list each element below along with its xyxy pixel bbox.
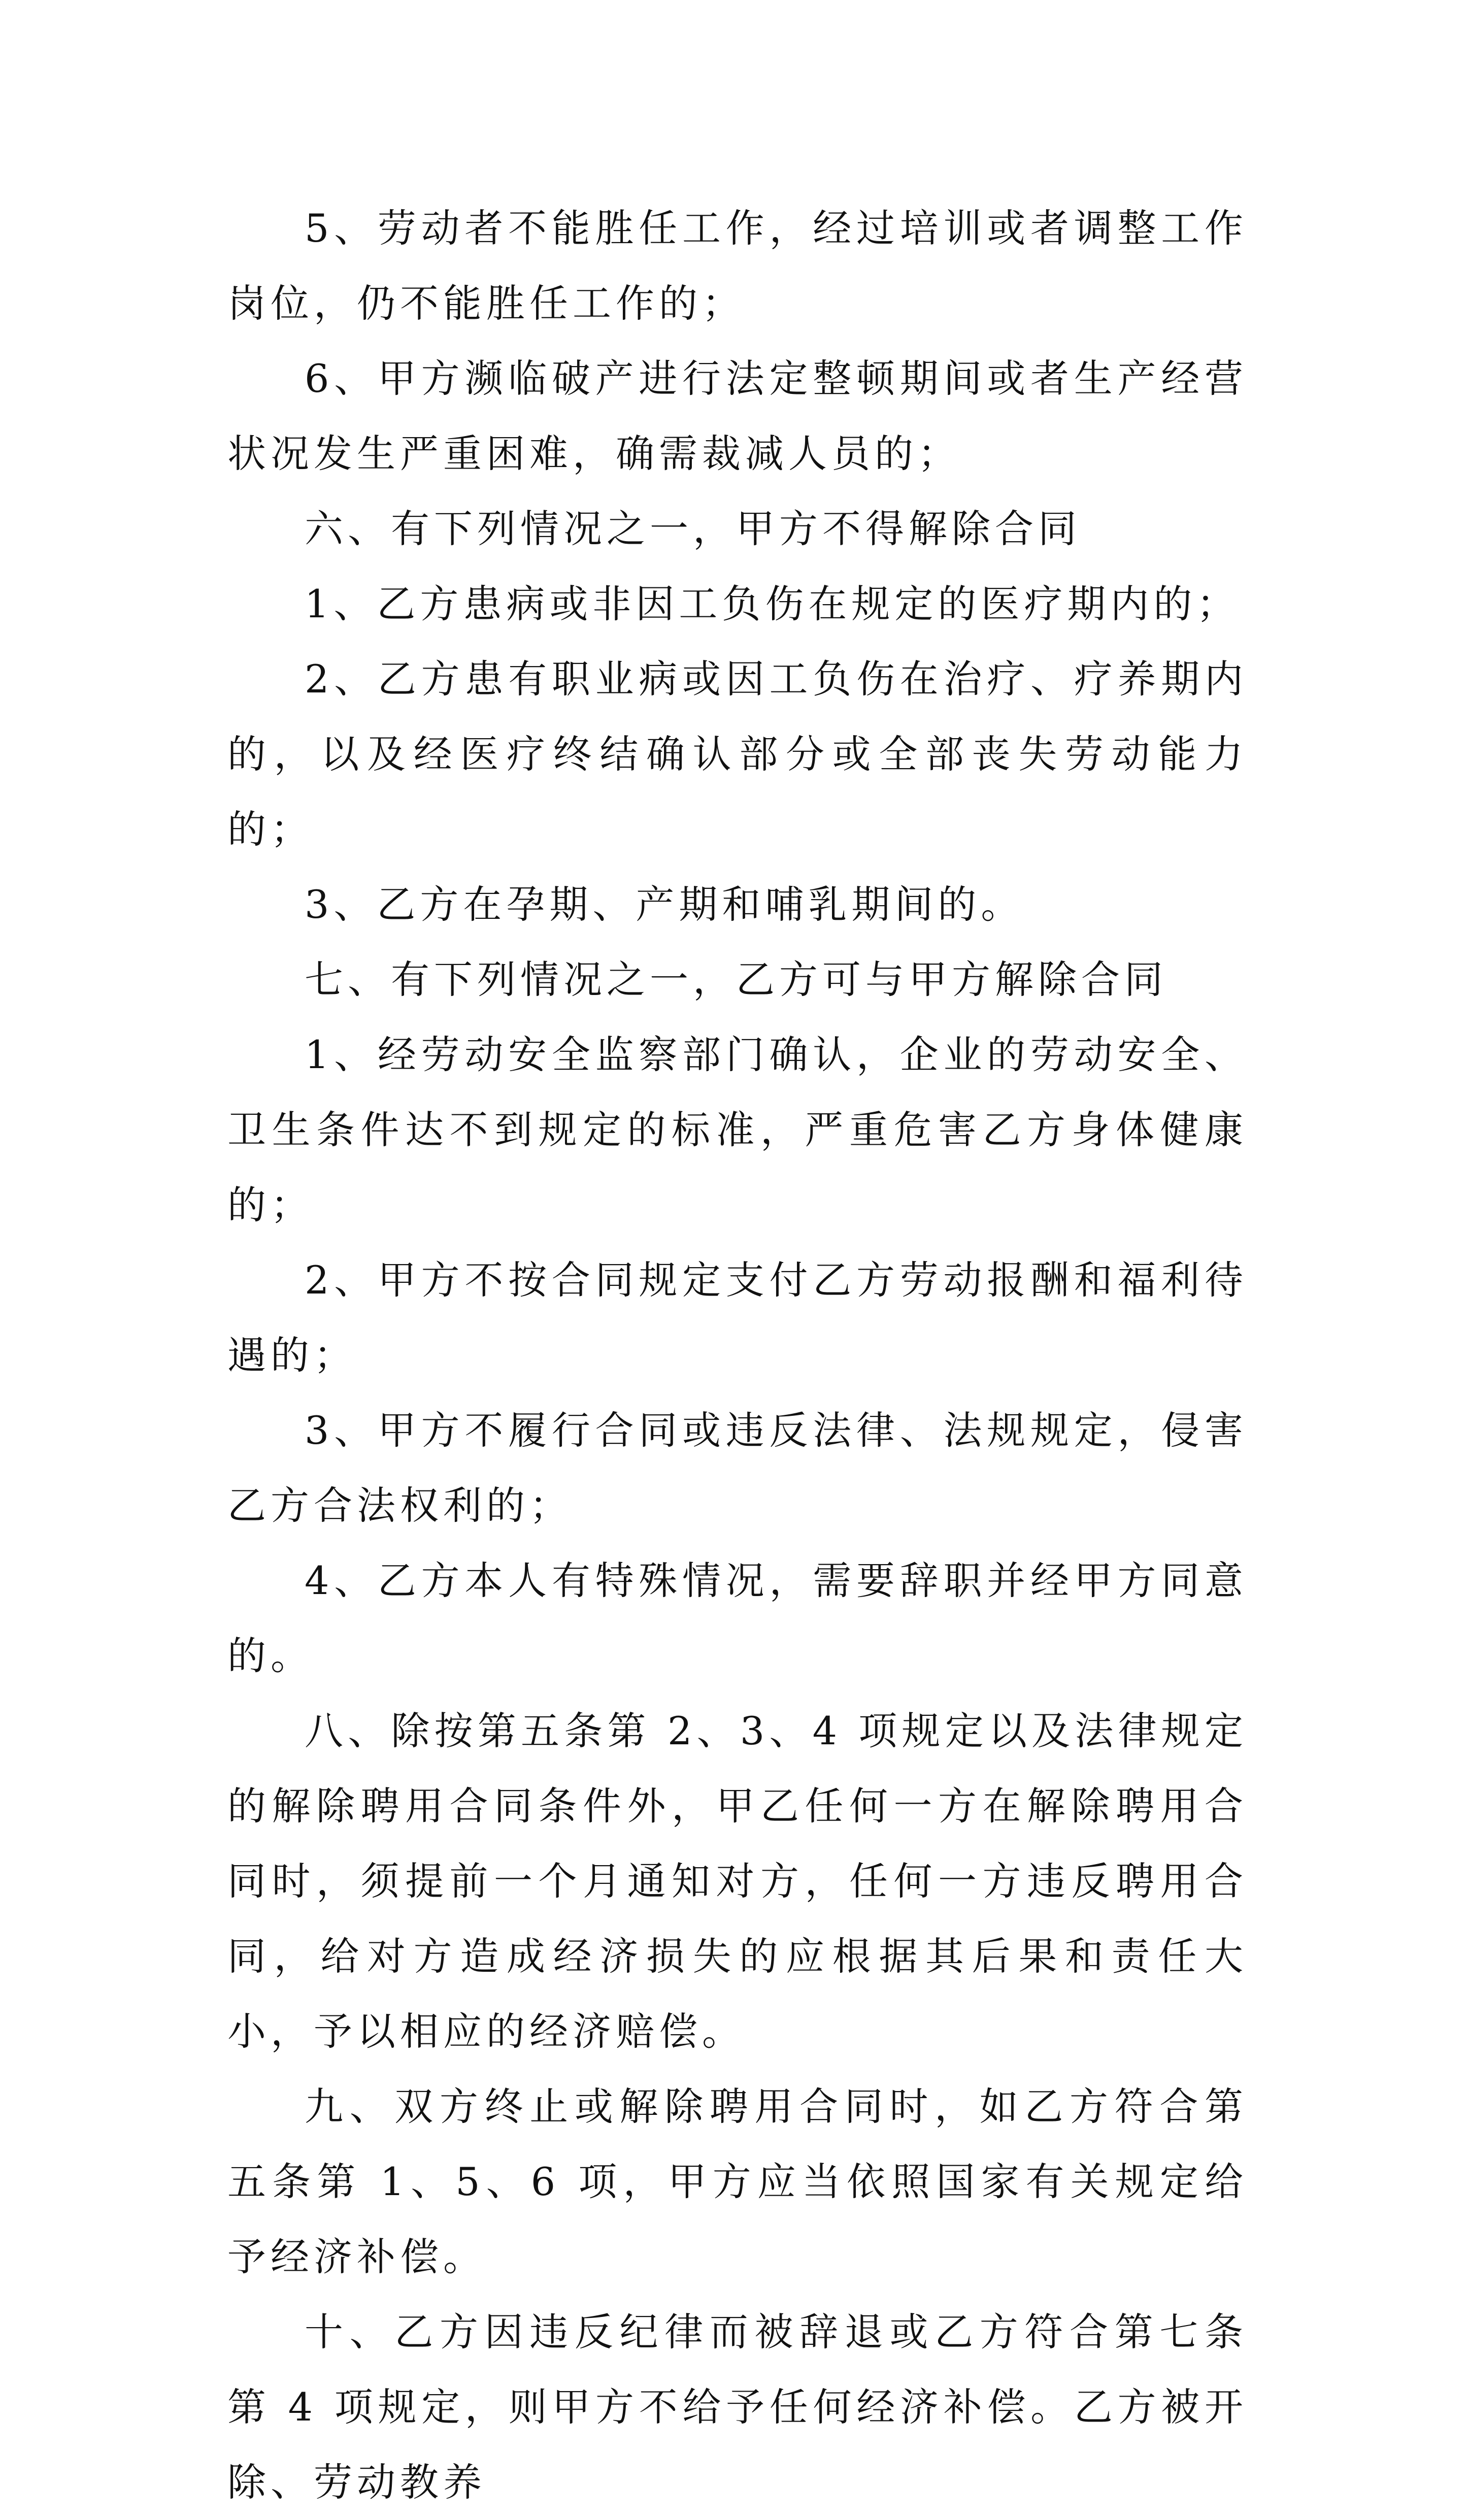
paragraph-item-6: 6、甲方濒临破产进行法定整顿期间或者生产经营状况发生严重困难，确需裁减人员的；: [227, 356, 1248, 476]
paragraph-item-4: 4、乙方本人有特殊情况，需要辞职并经甲方同意的。: [227, 1558, 1248, 1678]
paragraph-item-3: 3、甲方不履行合同或违反法律、法规规定，侵害乙方合法权利的；: [227, 1408, 1248, 1528]
paragraph-item-5: 5、劳动者不能胜任工作，经过培训或者调整工作岗位，仍不能胜任工作的；: [227, 206, 1248, 326]
section-7-heading: 七、有下列情况之一，乙方可与甲方解除合同: [305, 957, 1167, 1002]
section-10-paragraph: 十、乙方因违反纪律而被辞退或乙方符合第七条第 4 项规定，则甲方不给予任何经济补偿。乙方被开除、劳动教养: [227, 2309, 1248, 2505]
section-8-paragraph: 八、除按第五条第 2、3、4 项规定以及法律规定的解除聘用合同条件外，甲乙任何一方在解除聘用合同时，须提前一个月通知对方，任何一方违反聘用合同，给对方造成经济损失的应根据其后果和责任大小，予以相应的经济赔偿。: [227, 1708, 1248, 2054]
paragraph-item-1: 1、经劳动安全监察部门确认，企业的劳动安全、卫生条件达不到规定的标准，严重危害乙方身体健康的；: [227, 1032, 1248, 1228]
section-9-paragraph: 九、双方终止或解除聘用合同时，如乙方符合第五条第 1、5、6 项，甲方应当依照国家有关规定给予经济补偿。: [227, 2084, 1248, 2279]
paragraph-item-2: 2、乙方患有职业病或因工负伤在治疗、疗养期内的，以及经医疗终结确认部分或全部丧失劳动能力的；: [227, 656, 1248, 852]
paragraph-item-3: 3、乙方在孕期、产期和哺乳期间的。: [305, 882, 1024, 927]
paragraph-item-1: 1、乙方患病或非因工负伤在规定的医疗期内的；: [305, 581, 1240, 626]
document-body: [227, 191, 1248, 2520]
section-6-heading: 六、有下列情况之一，甲方不得解除合同: [305, 506, 1081, 551]
paragraph-item-2: 2、甲方不按合同规定支付乙方劳动报酬和福利待遇的；: [227, 1257, 1248, 1378]
